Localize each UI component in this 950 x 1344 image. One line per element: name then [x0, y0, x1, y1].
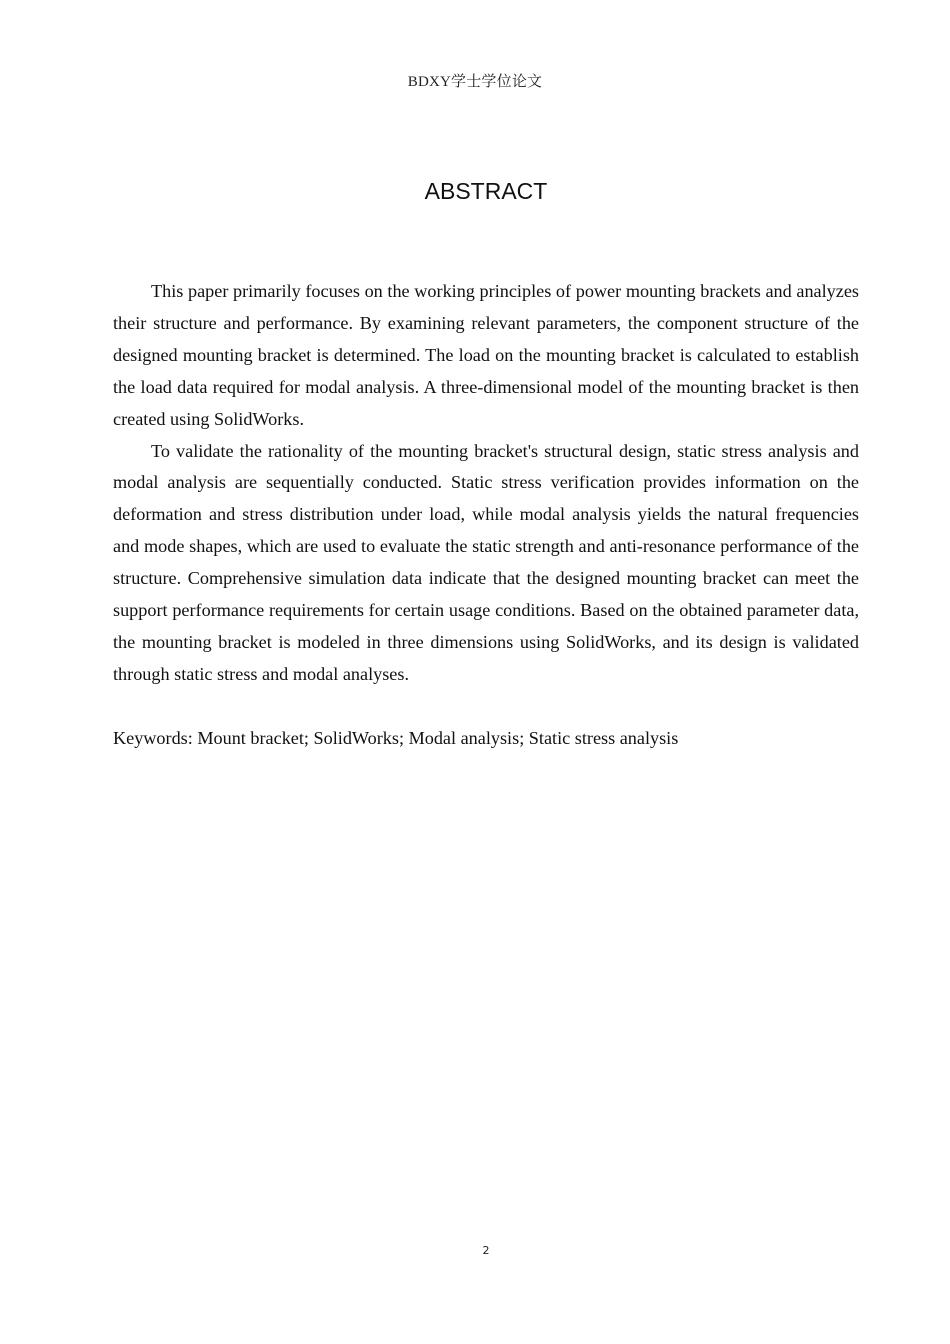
- abstract-body: [113, 276, 859, 691]
- abstract-title: ABSTRACT: [424, 178, 548, 204]
- abstract-paragraph: This paper primarily focuses on the working principles of power mounting brackets and analyzes their structure and performance. By examining relevant parameters, the component structure of the designed mounting bracket is determined. The load on the mounting bracket is calculated to establish the load data required for modal analysis. A three-dimensional model of the mounting bracket is then created using SolidWorks.: [113, 281, 859, 429]
- page-number: 2: [482, 1244, 490, 1257]
- abstract-paragraph: To validate the rationality of the mounting bracket's structural design, static stress analysis and modal analysis are sequentially conducted. Static stress verification provides information on the deformation and stress distribution under load, while modal analysis yields the natural frequencies and mode shapes, which are used to evaluate the static strength and anti-resonance performance of the structure. Comprehensive simulation data indicate that the designed mounting bracket can meet the support performance requirements for certain usage conditions. Based on the obtained parameter data, the mounting bracket is modeled in three dimensions using SolidWorks, and its design is validated through static stress and modal analyses.: [113, 440, 859, 684]
- keywords: Keywords: Mount bracket; SolidWorks; Modal analysis; Static stress analysis: [113, 728, 679, 748]
- page-header: BDXY学士学位论文: [407, 74, 543, 90]
